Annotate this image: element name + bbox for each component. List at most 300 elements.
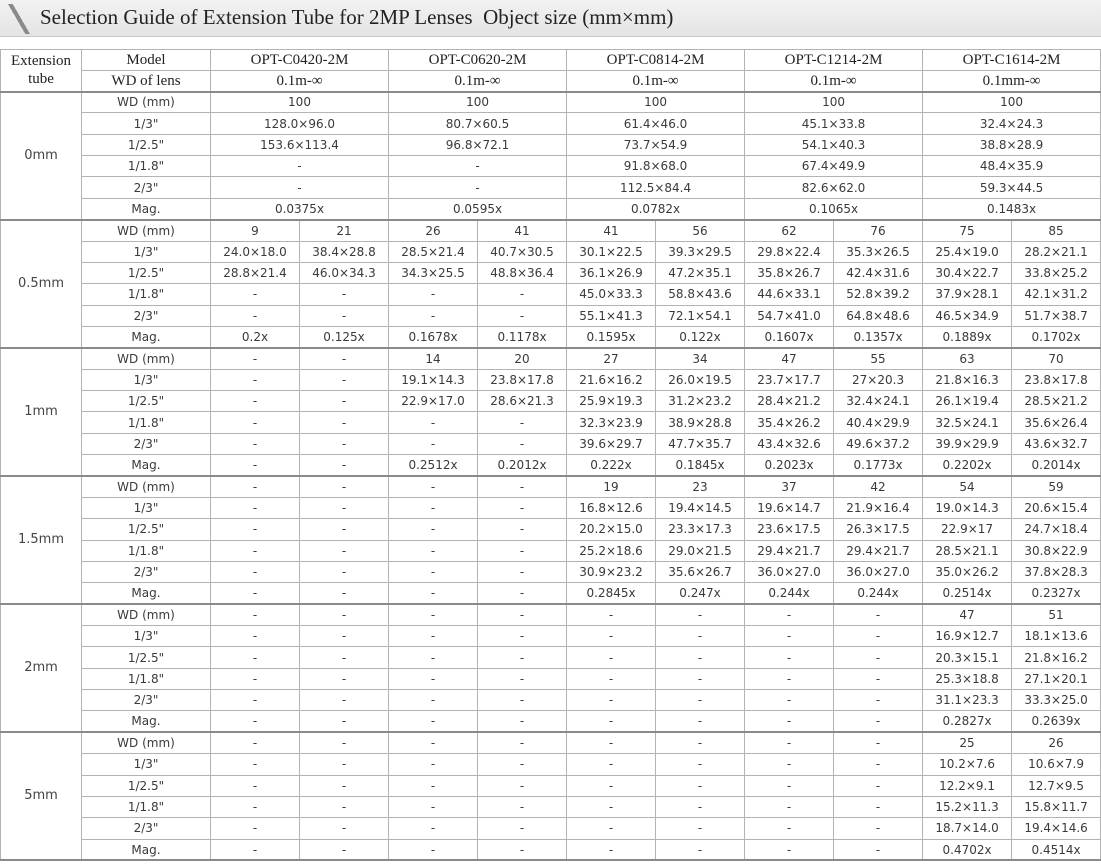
- table-row: [1, 326, 1101, 347]
- table-cell: -: [389, 284, 478, 305]
- table-cell: -: [389, 583, 478, 604]
- table-row: [1, 113, 1101, 134]
- table-cell: 19.4×14.5: [656, 497, 745, 518]
- table-cell: 20.3×15.1: [923, 647, 1012, 668]
- table-cell: 0.2514x: [923, 583, 1012, 604]
- table-cell: 10.6×7.9: [1012, 754, 1101, 775]
- table-cell: -: [300, 732, 389, 753]
- table-cell: 35.4×26.2: [745, 412, 834, 433]
- model-name: OPT-C1214-2M: [745, 50, 923, 71]
- table-cell: 0.2827x: [923, 711, 1012, 732]
- table-cell: 0.2014x: [1012, 455, 1101, 476]
- table-cell: 19: [567, 476, 656, 497]
- table-cell: -: [300, 775, 389, 796]
- row-label: 1/3": [82, 241, 211, 262]
- row-label: 2/3": [82, 561, 211, 582]
- table-cell: 28.8×21.4: [211, 262, 300, 283]
- table-cell: 33.3×25.0: [1012, 690, 1101, 711]
- header-row-wd: [1, 71, 1101, 92]
- table-cell: 21.6×16.2: [567, 369, 656, 390]
- row-label: Mag.: [82, 455, 211, 476]
- table-row: [1, 540, 1101, 561]
- table-cell: -: [656, 668, 745, 689]
- table-cell: 96.8×72.1: [389, 134, 567, 155]
- wd-of-lens-value: 0.1m-∞: [211, 71, 389, 92]
- table-row: [1, 305, 1101, 326]
- table-cell: -: [478, 284, 567, 305]
- header-row-model: [1, 50, 1101, 71]
- table-cell: -: [478, 796, 567, 817]
- row-label: 1/1.8": [82, 156, 211, 177]
- table-cell: -: [211, 561, 300, 582]
- table-cell: -: [300, 690, 389, 711]
- table-cell: 0.2639x: [1012, 711, 1101, 732]
- model-name: OPT-C0814-2M: [567, 50, 745, 71]
- table-cell: 100: [211, 92, 389, 113]
- table-cell: -: [300, 412, 389, 433]
- wd-of-lens-header: WD of lens: [82, 71, 211, 92]
- table-row: [1, 519, 1101, 540]
- table-cell: -: [567, 818, 656, 839]
- table-row: [1, 711, 1101, 732]
- table-cell: 23.8×17.8: [1012, 369, 1101, 390]
- table-row: [1, 348, 1101, 369]
- table-cell: 39.6×29.7: [567, 433, 656, 454]
- table-cell: 23.8×17.8: [478, 369, 567, 390]
- table-cell: 26.1×19.4: [923, 391, 1012, 412]
- table-cell: 85: [1012, 220, 1101, 241]
- table-cell: -: [834, 711, 923, 732]
- table-cell: 35.6×26.7: [656, 561, 745, 582]
- row-label: 1/2.5": [82, 775, 211, 796]
- table-cell: 25: [923, 732, 1012, 753]
- table-cell: -: [211, 839, 300, 860]
- table-cell: -: [745, 604, 834, 625]
- table-cell: -: [389, 412, 478, 433]
- table-cell: 39.9×29.9: [923, 433, 1012, 454]
- table-cell: -: [567, 668, 656, 689]
- table-cell: 30.9×23.2: [567, 561, 656, 582]
- table-cell: -: [834, 818, 923, 839]
- table-cell: 28.5×21.4: [389, 241, 478, 262]
- table-cell: 18.7×14.0: [923, 818, 1012, 839]
- table-cell: -: [300, 497, 389, 518]
- table-cell: 27: [567, 348, 656, 369]
- table-cell: -: [745, 775, 834, 796]
- table-cell: -: [656, 754, 745, 775]
- table-cell: 0.1357x: [834, 326, 923, 347]
- table-cell: -: [834, 775, 923, 796]
- table-cell: 63: [923, 348, 1012, 369]
- table-cell: -: [745, 625, 834, 646]
- row-label: 1/3": [82, 113, 211, 134]
- table-cell: 0.2023x: [745, 455, 834, 476]
- extension-tube-group-label: 0mm: [1, 92, 82, 220]
- table-cell: -: [478, 540, 567, 561]
- table-cell: 0.2845x: [567, 583, 656, 604]
- table-cell: 28.5×21.1: [923, 540, 1012, 561]
- row-label: WD (mm): [82, 348, 211, 369]
- model-name: OPT-C0420-2M: [211, 50, 389, 71]
- table-cell: -: [300, 561, 389, 582]
- table-cell: -: [567, 839, 656, 860]
- table-cell: -: [567, 796, 656, 817]
- table-cell: 40.7×30.5: [478, 241, 567, 262]
- table-cell: 0.244x: [745, 583, 834, 604]
- table-row: [1, 583, 1101, 604]
- table-cell: -: [389, 540, 478, 561]
- table-cell: -: [478, 583, 567, 604]
- table-cell: -: [834, 647, 923, 668]
- table-cell: 72.1×54.1: [656, 305, 745, 326]
- table-cell: 0.2202x: [923, 455, 1012, 476]
- table-cell: -: [389, 305, 478, 326]
- table-cell: -: [478, 818, 567, 839]
- table-cell: -: [745, 839, 834, 860]
- table-cell: -: [478, 604, 567, 625]
- table-cell: 27.1×20.1: [1012, 668, 1101, 689]
- table-row: [1, 647, 1101, 668]
- table-cell: 54.7×41.0: [745, 305, 834, 326]
- table-cell: -: [389, 839, 478, 860]
- page-title: Selection Guide of Extension Tube for 2MP Lenses Object size (mm×mm): [40, 5, 674, 29]
- table-cell: -: [478, 519, 567, 540]
- row-label: WD (mm): [82, 476, 211, 497]
- table-cell: 43.4×32.6: [745, 433, 834, 454]
- table-cell: 80.7×60.5: [389, 113, 567, 134]
- row-label: 1/1.8": [82, 668, 211, 689]
- table-row: [1, 134, 1101, 155]
- table-cell: -: [478, 732, 567, 753]
- table-cell: -: [478, 775, 567, 796]
- table-cell: -: [745, 690, 834, 711]
- row-label: 2/3": [82, 690, 211, 711]
- table-cell: -: [211, 754, 300, 775]
- table-row: [1, 625, 1101, 646]
- table-cell: -: [745, 818, 834, 839]
- extension-tube-group-label: 1.5mm: [1, 476, 82, 604]
- table-cell: 28.4×21.2: [745, 391, 834, 412]
- table-cell: -: [389, 668, 478, 689]
- table-cell: -: [211, 433, 300, 454]
- table-cell: -: [478, 668, 567, 689]
- table-row: [1, 369, 1101, 390]
- table-cell: 75: [923, 220, 1012, 241]
- table-row: [1, 455, 1101, 476]
- row-label: Mag.: [82, 326, 211, 347]
- table-cell: 41: [478, 220, 567, 241]
- table-cell: 76: [834, 220, 923, 241]
- table-row: [1, 497, 1101, 518]
- table-row: [1, 796, 1101, 817]
- table-cell: 112.5×84.4: [567, 177, 745, 198]
- table-cell: 128.0×96.0: [211, 113, 389, 134]
- table-cell: 24.0×18.0: [211, 241, 300, 262]
- table-cell: -: [300, 625, 389, 646]
- table-cell: 23.3×17.3: [656, 519, 745, 540]
- table-cell: -: [834, 754, 923, 775]
- row-label: 1/2.5": [82, 647, 211, 668]
- table-row: [1, 839, 1101, 860]
- table-cell: 19.1×14.3: [389, 369, 478, 390]
- table-cell: -: [389, 177, 567, 198]
- table-cell: -: [211, 284, 300, 305]
- table-cell: 16.9×12.7: [923, 625, 1012, 646]
- table-cell: 153.6×113.4: [211, 134, 389, 155]
- table-cell: -: [211, 305, 300, 326]
- table-cell: 48.8×36.4: [478, 262, 567, 283]
- table-cell: -: [656, 625, 745, 646]
- wd-of-lens-value: 0.1m-∞: [389, 71, 567, 92]
- table-cell: -: [300, 604, 389, 625]
- table-cell: 22.9×17: [923, 519, 1012, 540]
- row-label: 1/3": [82, 625, 211, 646]
- table-cell: 54: [923, 476, 1012, 497]
- table-cell: -: [478, 711, 567, 732]
- table-cell: -: [211, 177, 389, 198]
- table-cell: 47: [923, 604, 1012, 625]
- table-cell: 33.8×25.2: [1012, 262, 1101, 283]
- extension-tube-group-label: 5mm: [1, 732, 82, 860]
- table-cell: 28.5×21.2: [1012, 391, 1101, 412]
- extension-tube-group-label: 0.5mm: [1, 220, 82, 348]
- table-cell: 0.2012x: [478, 455, 567, 476]
- table-cell: -: [389, 775, 478, 796]
- table-row: [1, 241, 1101, 262]
- table-cell: 37: [745, 476, 834, 497]
- table-cell: 12.2×9.1: [923, 775, 1012, 796]
- table-cell: -: [300, 668, 389, 689]
- table-cell: -: [478, 625, 567, 646]
- table-cell: 58.8×43.6: [656, 284, 745, 305]
- table-cell: 21: [300, 220, 389, 241]
- table-cell: -: [478, 305, 567, 326]
- table-cell: 52.8×39.2: [834, 284, 923, 305]
- table-cell: 48.4×35.9: [923, 156, 1101, 177]
- row-label: 2/3": [82, 433, 211, 454]
- table-cell: 56: [656, 220, 745, 241]
- table-cell: 30.4×22.7: [923, 262, 1012, 283]
- table-cell: -: [211, 348, 300, 369]
- table-cell: 0.2512x: [389, 455, 478, 476]
- table-cell: 29.4×21.7: [745, 540, 834, 561]
- row-label: WD (mm): [82, 604, 211, 625]
- table-cell: -: [567, 647, 656, 668]
- table-cell: 45.0×33.3: [567, 284, 656, 305]
- table-cell: -: [389, 519, 478, 540]
- table-cell: 59.3×44.5: [923, 177, 1101, 198]
- table-cell: 67.4×49.9: [745, 156, 923, 177]
- table-cell: -: [211, 818, 300, 839]
- table-cell: 34: [656, 348, 745, 369]
- table-cell: -: [478, 839, 567, 860]
- table-cell: 29.4×21.7: [834, 540, 923, 561]
- table-cell: 0.1595x: [567, 326, 656, 347]
- table-row: [1, 177, 1101, 198]
- table-cell: -: [389, 754, 478, 775]
- table-cell: 29.8×22.4: [745, 241, 834, 262]
- table-cell: -: [389, 711, 478, 732]
- table-cell: -: [211, 796, 300, 817]
- table-cell: 47: [745, 348, 834, 369]
- row-label: 1/2.5": [82, 134, 211, 155]
- table-cell: 0.0595x: [389, 198, 567, 219]
- table-cell: -: [300, 540, 389, 561]
- wd-of-lens-value: 0.1mm-∞: [923, 71, 1101, 92]
- row-label: 1/3": [82, 497, 211, 518]
- table-cell: -: [478, 690, 567, 711]
- table-cell: 35.8×26.7: [745, 262, 834, 283]
- table-cell: 25.9×19.3: [567, 391, 656, 412]
- table-cell: 34.3×25.5: [389, 262, 478, 283]
- table-cell: 0.4514x: [1012, 839, 1101, 860]
- table-cell: 30.8×22.9: [1012, 540, 1101, 561]
- table-cell: 46.0×34.3: [300, 262, 389, 283]
- table-cell: 0.244x: [834, 583, 923, 604]
- table-cell: -: [211, 519, 300, 540]
- table-cell: -: [389, 497, 478, 518]
- table-cell: 15.2×11.3: [923, 796, 1012, 817]
- table-cell: -: [300, 284, 389, 305]
- table-cell: -: [389, 156, 567, 177]
- row-label: WD (mm): [82, 92, 211, 113]
- table-cell: 0.1607x: [745, 326, 834, 347]
- table-cell: 38.4×28.8: [300, 241, 389, 262]
- table-cell: -: [211, 711, 300, 732]
- table-cell: -: [745, 732, 834, 753]
- row-label: 2/3": [82, 818, 211, 839]
- table-cell: -: [211, 775, 300, 796]
- table-cell: -: [745, 754, 834, 775]
- table-cell: 0.0782x: [567, 198, 745, 219]
- table-cell: 47.7×35.7: [656, 433, 745, 454]
- table-row: [1, 732, 1101, 753]
- table-cell: 32.4×24.1: [834, 391, 923, 412]
- table-cell: 14: [389, 348, 478, 369]
- table-cell: -: [211, 391, 300, 412]
- table-cell: -: [300, 433, 389, 454]
- table-cell: 0.2327x: [1012, 583, 1101, 604]
- extension-tube-group-label: 2mm: [1, 604, 82, 732]
- row-label: 1/3": [82, 369, 211, 390]
- table-cell: 12.7×9.5: [1012, 775, 1101, 796]
- table-cell: 36.0×27.0: [745, 561, 834, 582]
- extension-tube-header: Extension tube: [1, 50, 82, 92]
- table-cell: 37.9×28.1: [923, 284, 1012, 305]
- table-cell: -: [389, 732, 478, 753]
- table-row: [1, 262, 1101, 283]
- table-cell: 20.6×15.4: [1012, 497, 1101, 518]
- table-cell: 82.6×62.0: [745, 177, 923, 198]
- table-cell: 25.2×18.6: [567, 540, 656, 561]
- table-cell: -: [656, 711, 745, 732]
- table-row: [1, 476, 1101, 497]
- table-cell: -: [478, 412, 567, 433]
- table-row: [1, 198, 1101, 219]
- table-cell: 21.8×16.3: [923, 369, 1012, 390]
- table-cell: -: [389, 561, 478, 582]
- table-cell: 32.5×24.1: [923, 412, 1012, 433]
- table-cell: 35.3×26.5: [834, 241, 923, 262]
- row-label: Mag.: [82, 198, 211, 219]
- table-cell: -: [656, 775, 745, 796]
- table-row: [1, 818, 1101, 839]
- table-cell: 15.8×11.7: [1012, 796, 1101, 817]
- table-cell: 10.2×7.6: [923, 754, 1012, 775]
- table-cell: -: [656, 796, 745, 817]
- row-label: Mag.: [82, 711, 211, 732]
- table-cell: 35.0×26.2: [923, 561, 1012, 582]
- table-cell: -: [389, 818, 478, 839]
- table-cell: 24.7×18.4: [1012, 519, 1101, 540]
- table-cell: 23.6×17.5: [745, 519, 834, 540]
- table-cell: -: [834, 732, 923, 753]
- table-cell: 43.6×32.7: [1012, 433, 1101, 454]
- row-label: 1/3": [82, 754, 211, 775]
- table-cell: 46.5×34.9: [923, 305, 1012, 326]
- table-cell: 25.4×19.0: [923, 241, 1012, 262]
- row-label: 2/3": [82, 177, 211, 198]
- table-cell: -: [300, 583, 389, 604]
- table-cell: -: [656, 839, 745, 860]
- table-cell: 0.1178x: [478, 326, 567, 347]
- table-cell: 73.7×54.9: [567, 134, 745, 155]
- table-cell: -: [211, 497, 300, 518]
- table-cell: -: [211, 583, 300, 604]
- table-cell: -: [478, 497, 567, 518]
- selection-guide-table: [0, 49, 1101, 861]
- table-cell: -: [300, 391, 389, 412]
- table-row: [1, 668, 1101, 689]
- table-cell: 0.0375x: [211, 198, 389, 219]
- table-cell: -: [745, 796, 834, 817]
- table-cell: 18.1×13.6: [1012, 625, 1101, 646]
- table-cell: -: [745, 711, 834, 732]
- table-row: [1, 604, 1101, 625]
- table-cell: -: [300, 754, 389, 775]
- table-cell: -: [211, 690, 300, 711]
- table-cell: 0.247x: [656, 583, 745, 604]
- row-label: WD (mm): [82, 732, 211, 753]
- wd-of-lens-value: 0.1m-∞: [567, 71, 745, 92]
- table-cell: 0.1678x: [389, 326, 478, 347]
- table-cell: 35.6×26.4: [1012, 412, 1101, 433]
- table-cell: 0.1702x: [1012, 326, 1101, 347]
- table-cell: -: [300, 839, 389, 860]
- table-row: [1, 92, 1101, 113]
- table-cell: -: [834, 625, 923, 646]
- table-cell: 19.6×14.7: [745, 497, 834, 518]
- table-row: [1, 391, 1101, 412]
- table-cell: 9: [211, 220, 300, 241]
- table-row: [1, 412, 1101, 433]
- table-cell: -: [656, 818, 745, 839]
- table-row: [1, 690, 1101, 711]
- table-cell: -: [567, 732, 656, 753]
- table-cell: -: [300, 455, 389, 476]
- table-cell: -: [211, 604, 300, 625]
- table-cell: -: [389, 604, 478, 625]
- table-cell: -: [389, 476, 478, 497]
- table-cell: -: [211, 732, 300, 753]
- table-row: [1, 433, 1101, 454]
- table-cell: 55.1×41.3: [567, 305, 656, 326]
- row-label: 2/3": [82, 305, 211, 326]
- table-row: [1, 156, 1101, 177]
- table-cell: -: [567, 754, 656, 775]
- table-cell: -: [300, 348, 389, 369]
- table-cell: 54.1×40.3: [745, 134, 923, 155]
